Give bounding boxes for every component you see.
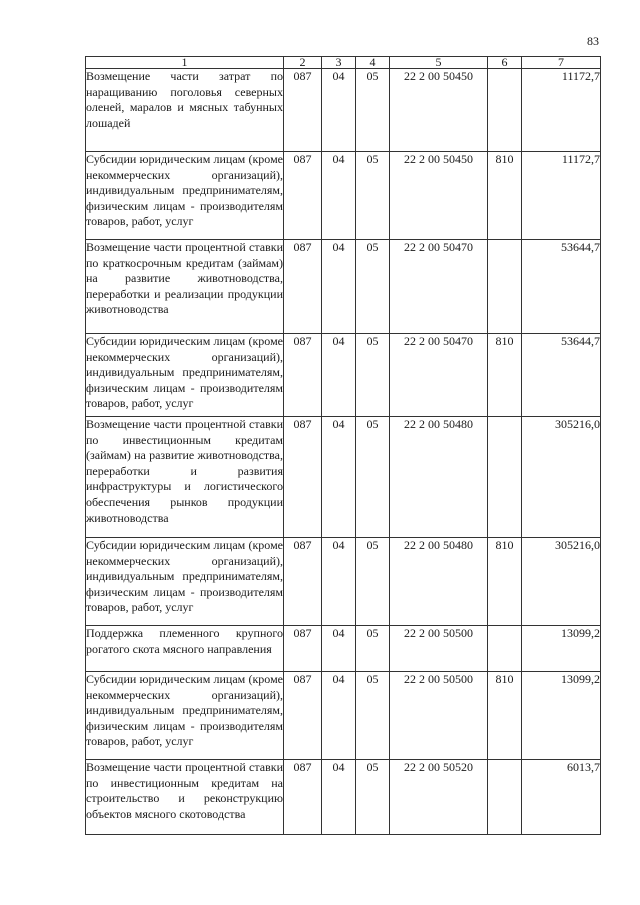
cell-code: 810 [488,538,522,626]
table-header-row [86,57,601,69]
cell-code: 04 [322,760,356,835]
column-header: 6 [488,57,522,69]
cell-code: 05 [356,672,390,760]
cell-code: 04 [322,626,356,672]
cell-code: 087 [284,69,322,152]
cell-code: 087 [284,334,322,417]
cell-code: 22 2 00 50450 [390,152,488,240]
cell-code: 087 [284,240,322,334]
cell-code: 087 [284,538,322,626]
cell-code [488,240,522,334]
cell-code: 05 [356,152,390,240]
cell-code: 04 [322,417,356,538]
cell-code [488,760,522,835]
table-row [86,626,601,672]
cell-code: 810 [488,672,522,760]
cell-amount: 11172,7 [522,152,601,240]
cell-code: 22 2 00 50500 [390,626,488,672]
table-row [86,672,601,760]
cell-code: 04 [322,334,356,417]
cell-amount: 305216,0 [522,538,601,626]
cell-code: 05 [356,538,390,626]
cell-code: 22 2 00 50480 [390,538,488,626]
row-name: Субсидии юридическим лицам (кроме некоммерческих организаций), индивидуальным предпринимателям, физическим лицам - производителям товаров, работ, услуг [86,672,284,760]
cell-amount: 305216,0 [522,417,601,538]
cell-code: 810 [488,334,522,417]
cell-code: 087 [284,417,322,538]
cell-code: 22 2 00 50480 [390,417,488,538]
cell-code: 04 [322,152,356,240]
page-number: 83 [587,34,599,48]
row-name: Поддержка племенного крупного рогатого скота мясного направления [86,626,284,672]
cell-code: 05 [356,69,390,152]
cell-amount: 13099,2 [522,672,601,760]
table-row [86,760,601,835]
cell-code: 05 [356,760,390,835]
cell-amount: 6013,7 [522,760,601,835]
cell-code: 22 2 00 50470 [390,334,488,417]
cell-code: 05 [356,240,390,334]
cell-code: 04 [322,672,356,760]
cell-code [488,417,522,538]
cell-code: 05 [356,334,390,417]
column-header: 7 [522,57,601,69]
cell-amount: 11172,7 [522,69,601,152]
column-header: 1 [86,57,284,69]
cell-amount: 13099,2 [522,626,601,672]
cell-code: 22 2 00 50520 [390,760,488,835]
row-name: Субсидии юридическим лицам (кроме некоммерческих организаций), индивидуальным предпринимателям, физическим лицам - производителям товаров, работ, услуг [86,538,284,626]
budget-table [85,56,601,835]
cell-code [488,69,522,152]
table-row [86,538,601,626]
row-name: Возмещение части затрат по наращиванию поголовья северных оленей, маралов и мясных табунных лошадей [86,69,284,152]
cell-code: 810 [488,152,522,240]
cell-amount: 53644,7 [522,334,601,417]
cell-code: 22 2 00 50450 [390,69,488,152]
row-name: Возмещение части процентной ставки по инвестиционным кредитам (займам) на развитие животноводства, переработки и развития инфраструктуры и логистического обеспечения рынков продукции животноводства [86,417,284,538]
cell-code: 22 2 00 50470 [390,240,488,334]
cell-code [488,626,522,672]
cell-code: 087 [284,152,322,240]
column-header: 2 [284,57,322,69]
column-header: 4 [356,57,390,69]
row-name: Субсидии юридическим лицам (кроме некоммерческих организаций), индивидуальным предпринимателям, физическим лицам - производителям товаров, работ, услуг [86,334,284,417]
cell-code: 087 [284,672,322,760]
cell-code: 22 2 00 50500 [390,672,488,760]
cell-code: 05 [356,417,390,538]
row-name: Возмещение части процентной ставки по краткосрочным кредитам (займам) на развитие животноводства, переработки и реализации продукции животноводства [86,240,284,334]
table-row [86,69,601,152]
row-name: Субсидии юридическим лицам (кроме некоммерческих организаций), индивидуальным предпринимателям, физическим лицам - производителям товаров, работ, услуг [86,152,284,240]
table-row [86,240,601,334]
cell-code: 04 [322,69,356,152]
cell-code: 087 [284,626,322,672]
cell-amount: 53644,7 [522,240,601,334]
column-header: 5 [390,57,488,69]
cell-code: 04 [322,538,356,626]
cell-code: 05 [356,626,390,672]
column-header: 3 [322,57,356,69]
table-row [86,417,601,538]
cell-code: 087 [284,760,322,835]
row-name: Возмещение части процентной ставки по инвестиционным кредитам на строительство и реконструкцию объектов мясного скотоводства [86,760,284,835]
table-row [86,334,601,417]
cell-code: 04 [322,240,356,334]
table-row [86,152,601,240]
